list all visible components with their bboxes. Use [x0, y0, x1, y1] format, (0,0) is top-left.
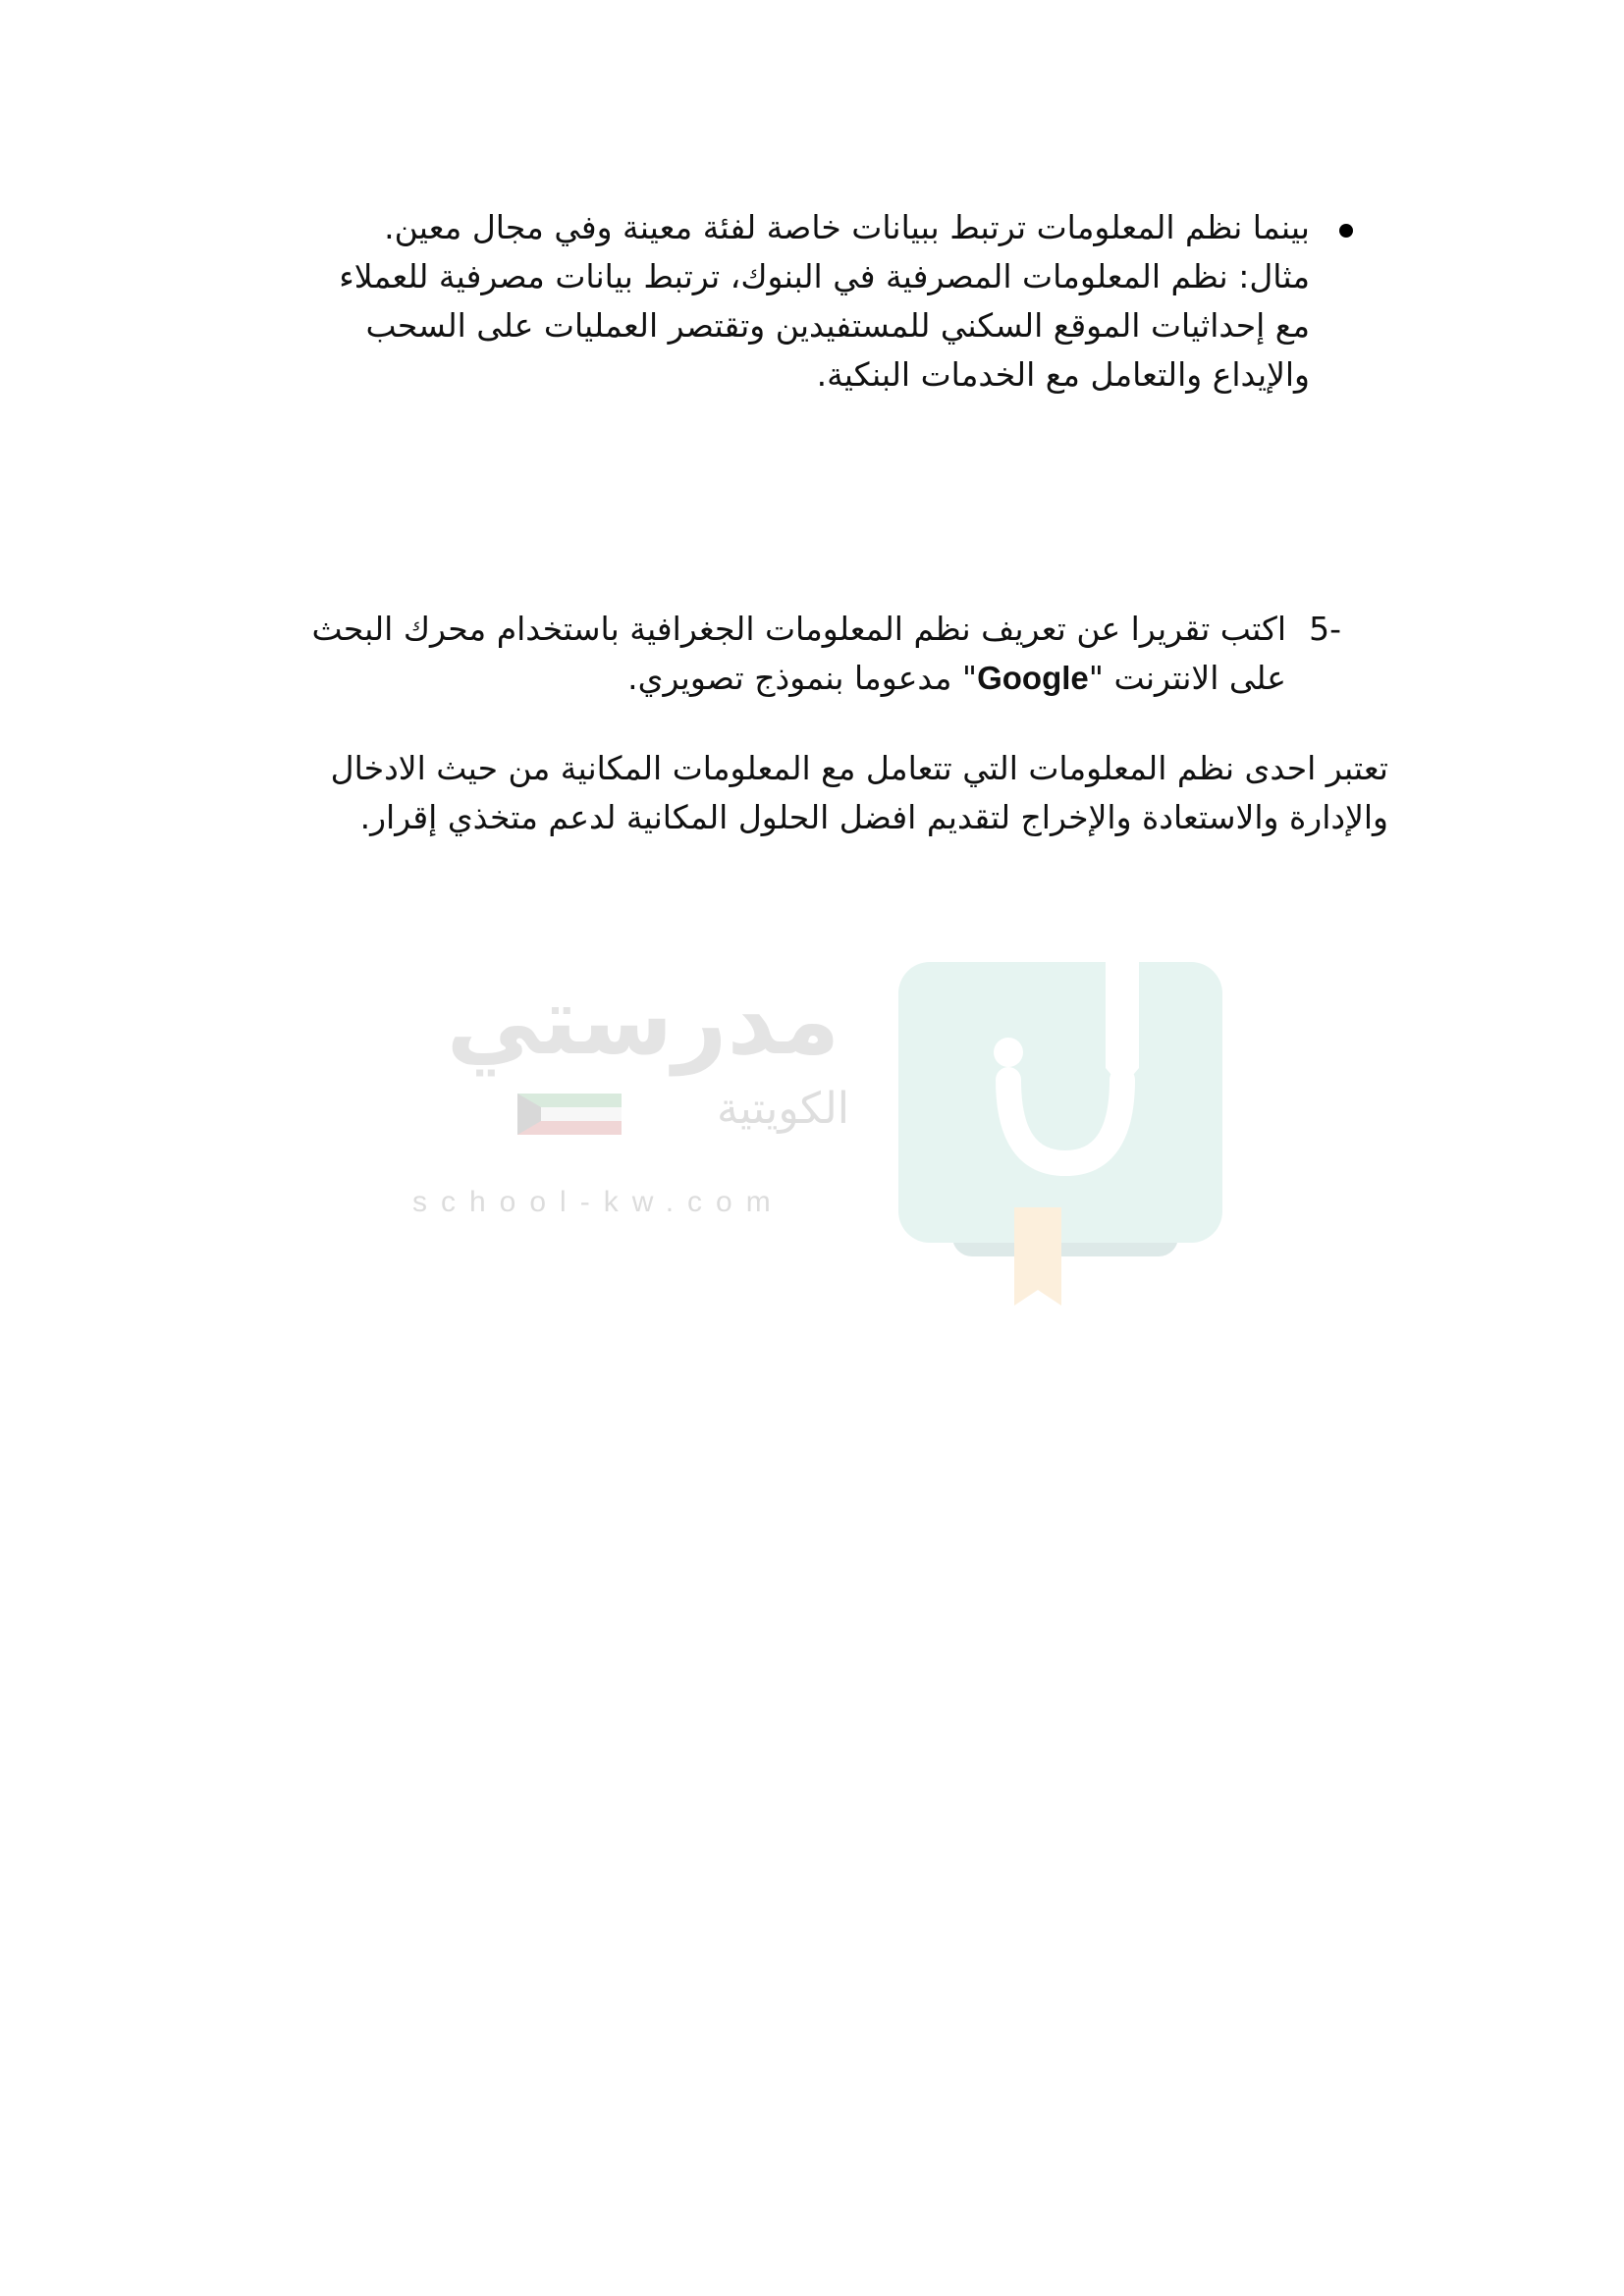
question-text [261, 605, 1286, 703]
question-line-1: اكتب تقريرا عن تعريف نظم المعلومات الجغرافية باستخدام محرك البحث [311, 610, 1286, 648]
bullet-line-4: والإيداع والتعامل مع الخدمات البنكية. [816, 355, 1310, 394]
bullet-line-2: مثال: نظم المعلومات المصرفية في البنوك، ترتبط بيانات مصرفية للعملاء [339, 257, 1310, 295]
question-5 [261, 605, 1341, 703]
watermark-subtitle: الكويتية [716, 1084, 849, 1134]
bullet-line-3: مع إحداثيات الموقع السكني للمستفيدين وتقتصر العمليات على السحب [365, 306, 1310, 345]
watermark [393, 962, 1237, 1355]
answer-paragraph [249, 744, 1388, 842]
question-number: -5 [1309, 610, 1341, 648]
answer-line-2: والإدارة والاستعادة والإخراج لتقديم افضل الحلول المكانية لدعم متخذي إقرار. [359, 798, 1388, 836]
question-line-2-start: على الانترنت " [1088, 659, 1286, 697]
question-line-2 [261, 654, 1286, 703]
answer-line-1: تعتبر احدى نظم المعلومات التي تتعامل مع المعلومات المكانية من حيث الادخال [330, 749, 1388, 787]
bullet-icon [1339, 224, 1353, 238]
watermark-title: مدرستي [446, 966, 840, 1076]
school-logo-icon [898, 962, 1232, 1355]
bullet-paragraph [269, 203, 1310, 400]
google-term: Google [977, 660, 1089, 696]
kuwait-flag-icon [517, 1094, 622, 1135]
watermark-url: school-kw.com [412, 1186, 785, 1218]
bullet-line-1: بينما نظم المعلومات ترتبط ببيانات خاصة لفئة معينة وفي مجال معين. [384, 208, 1310, 246]
question-line-2-end: " مدعوما بنموذج تصويري. [627, 659, 978, 697]
